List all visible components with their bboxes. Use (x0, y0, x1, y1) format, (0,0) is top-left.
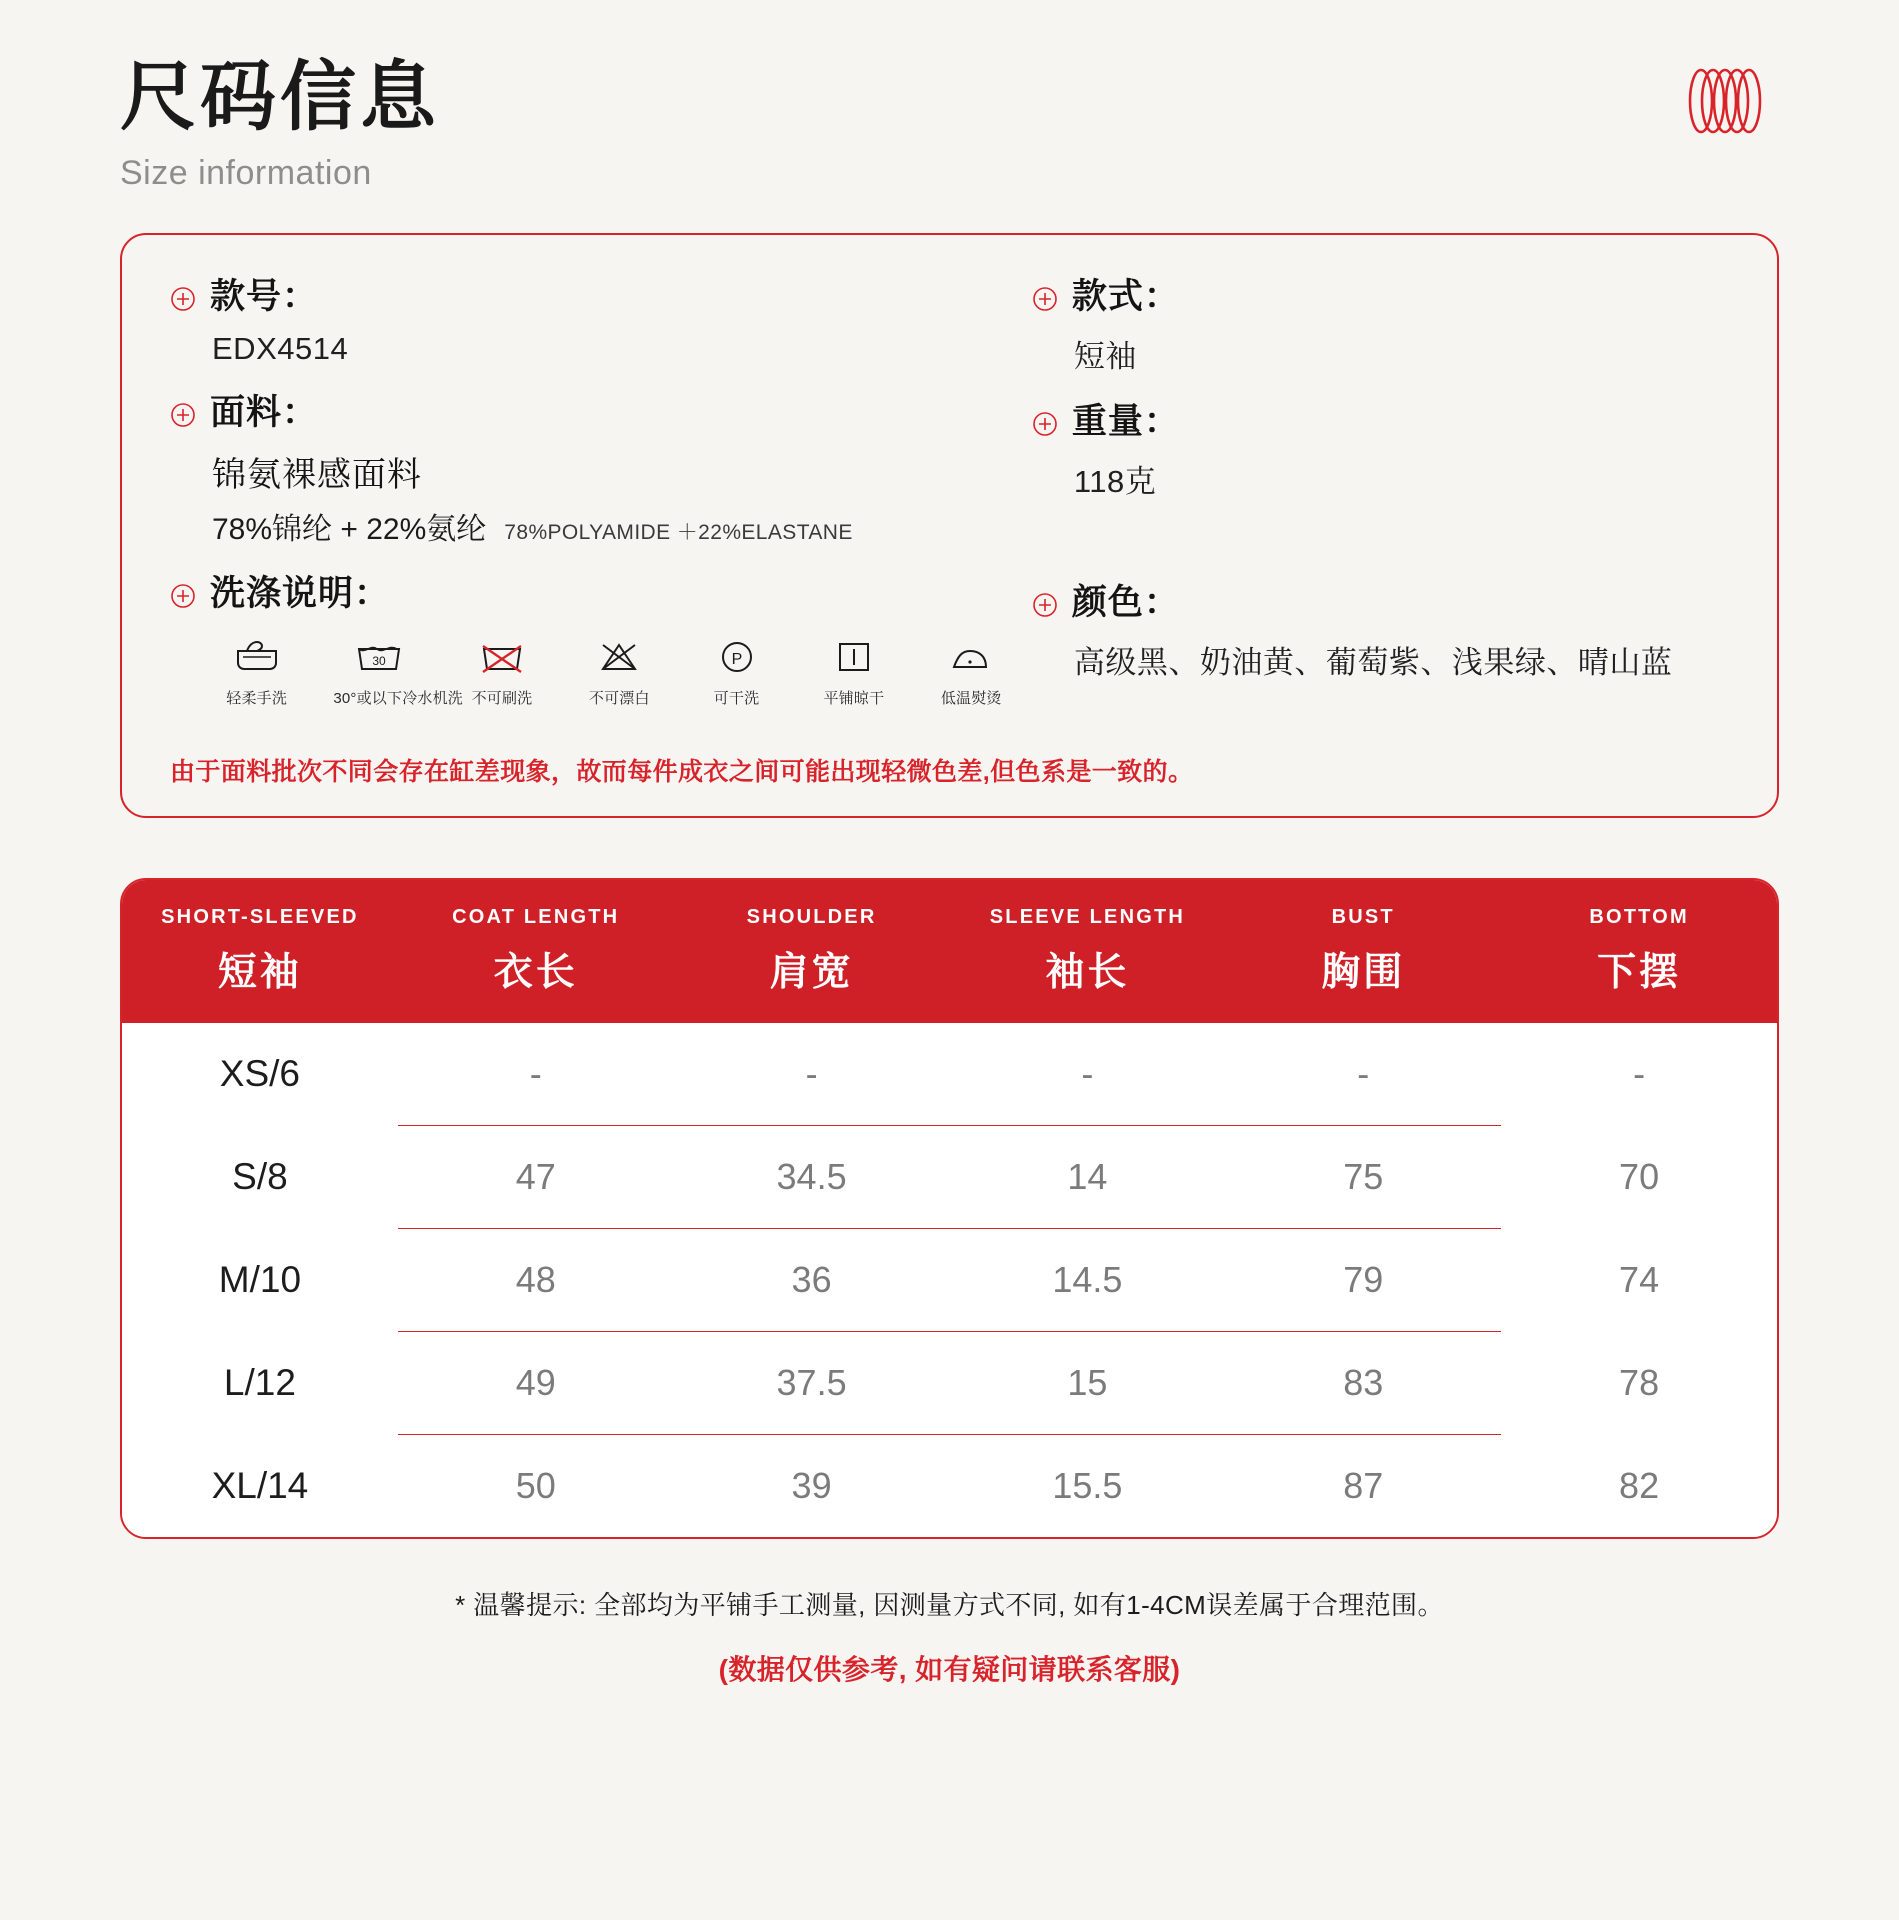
table-row (122, 1126, 1777, 1229)
wash-label: 洗涤说明： (210, 574, 391, 613)
cell-shoulder: 34.5 (674, 1126, 950, 1229)
header-en: BUST (1331, 906, 1395, 928)
cell-bottom: 78 (1501, 1332, 1777, 1435)
measurement-note: * 温馨提示: 全部均为平铺手工测量, 因测量方式不同, 如有1-4CM误差属于合理范围。 (455, 1590, 1444, 1620)
cell-coat-length: 48 (398, 1229, 674, 1332)
product-info-card (120, 233, 1779, 818)
cell-size: M/10 (122, 1229, 398, 1332)
color-label: 颜色： (1071, 583, 1180, 622)
cell-bust: 75 (1225, 1126, 1501, 1229)
table-row (122, 1332, 1777, 1435)
cell-coat-length: 50 (398, 1435, 674, 1538)
cell-bottom: 70 (1501, 1126, 1777, 1229)
size-table-head (122, 880, 1777, 1023)
plus-circle-icon (170, 281, 196, 307)
wash-caption: 不可刷洗 (471, 690, 533, 707)
brand-rings-logo (1679, 62, 1769, 140)
no-brush-wash-icon (461, 634, 542, 680)
cell-coat-length: 47 (398, 1126, 674, 1229)
low-iron-icon (931, 634, 1012, 680)
info-right-column (1012, 269, 1729, 726)
reference-note: (数据仅供参考, 如有疑问请联系客服) (718, 1654, 1181, 1685)
wash-caption: 低温熨烫 (940, 690, 1002, 707)
wash-icon-row (170, 634, 1012, 708)
header-cn: 肩宽 (769, 951, 854, 994)
wash-caption: 轻柔手洗 (226, 690, 288, 707)
table-header-size (122, 880, 398, 1023)
page-title: 尺码信息 (120, 55, 440, 140)
cell-sleeve-length: - (949, 1023, 1225, 1126)
wash-icon-low-iron (931, 634, 1012, 708)
cell-bust: 87 (1225, 1435, 1501, 1538)
cell-size: XL/14 (122, 1435, 398, 1538)
style-type-value: 短袖 (1073, 339, 1137, 374)
table-header-shoulder (674, 880, 950, 1023)
field-wash (170, 566, 1012, 708)
dry-clean-p-icon (696, 634, 777, 680)
wash-label-row (170, 566, 1012, 616)
cell-size: XS/6 (122, 1023, 398, 1126)
wash-icon-machine-wash-30 (333, 634, 463, 708)
cell-bottom: 82 (1501, 1435, 1777, 1538)
header-en: SHORT-SLEEVED (161, 906, 359, 928)
wash-caption: 30°或以下冷水机洗 (333, 690, 463, 707)
page-header (60, 0, 1839, 215)
fabric-label: 面料： (210, 393, 319, 432)
header-cn: 下摆 (1597, 951, 1682, 994)
cell-shoulder: 39 (674, 1435, 950, 1538)
hand-wash-icon (216, 634, 297, 680)
fabric-label-row (170, 385, 1012, 435)
header-cn: 短袖 (217, 951, 302, 994)
header-cn: 袖长 (1045, 951, 1130, 994)
table-row (122, 1435, 1777, 1538)
cell-coat-length: - (398, 1023, 674, 1126)
table-header-bottom (1501, 880, 1777, 1023)
color-difference-disclaimer: 由于面料批次不同会存在缸差现象，故而每件成衣之间可能出现轻微色差,但色系是一致的。 (170, 758, 1194, 786)
weight-label-row (1032, 394, 1729, 444)
wash-icon-hand-wash (216, 634, 297, 708)
no-bleach-icon (579, 634, 660, 680)
field-color (1032, 575, 1729, 682)
svg-text:30: 30 (372, 654, 386, 668)
wash-caption: 可干洗 (713, 690, 760, 707)
header-en: SLEEVE LENGTH (989, 906, 1186, 928)
header-en: SHOULDER (746, 906, 877, 928)
plus-circle-icon (170, 397, 196, 423)
cell-sleeve-length: 15.5 (949, 1435, 1225, 1538)
cell-bust: 79 (1225, 1229, 1501, 1332)
field-fabric (170, 385, 1012, 548)
weight-value: 118克 (1073, 464, 1157, 499)
size-table-body (122, 1023, 1777, 1537)
table-row (122, 1229, 1777, 1332)
cell-shoulder: 36 (674, 1229, 950, 1332)
cell-shoulder: - (674, 1023, 950, 1126)
color-label-row (1032, 575, 1729, 625)
cell-bust: 83 (1225, 1332, 1501, 1435)
cell-bust: - (1225, 1023, 1501, 1126)
cell-bottom: 74 (1501, 1229, 1777, 1332)
wash-icon-no-brush (461, 634, 542, 708)
table-header-sleeve-length (949, 880, 1225, 1023)
cell-bottom: - (1501, 1023, 1777, 1126)
table-row (122, 1023, 1777, 1126)
fabric-name: 锦氨裸感面料 (212, 456, 422, 494)
style-no-value: EDX4514 (212, 331, 349, 366)
cell-sleeve-length: 15 (949, 1332, 1225, 1435)
fabric-composition-cn: 78%锦纶 + 22%氨纶 (212, 513, 487, 546)
header-en: BOTTOM (1589, 906, 1689, 928)
size-table-container (120, 878, 1779, 1539)
style-no-label-row (170, 269, 1012, 319)
cell-sleeve-length: 14.5 (949, 1229, 1225, 1332)
cell-size: L/12 (122, 1332, 398, 1435)
field-weight (1032, 394, 1729, 501)
size-table-header-row (122, 880, 1777, 1023)
machine-wash-30-icon (333, 634, 425, 680)
plus-circle-icon (170, 578, 196, 604)
cell-sleeve-length: 14 (949, 1126, 1225, 1229)
wash-icon-no-bleach (579, 634, 660, 708)
plus-circle-icon (1032, 406, 1058, 432)
header-cn: 胸围 (1321, 951, 1406, 994)
page-subtitle: Size information (120, 153, 372, 192)
svg-text:P: P (731, 651, 742, 668)
cell-coat-length: 49 (398, 1332, 674, 1435)
wash-caption: 平铺晾干 (823, 690, 885, 707)
wash-icon-dry-clean (696, 634, 777, 708)
style-no-label: 款号： (210, 277, 319, 316)
fabric-composition (170, 504, 1012, 548)
color-value: 高级黑、奶油黄、葡萄紫、浅果绿、晴山蓝 (1073, 645, 1673, 680)
cell-size: S/8 (122, 1126, 398, 1229)
style-type-label-row (1032, 269, 1729, 319)
fabric-composition-en: 78%POLYAMIDE ＋22%ELASTANE (504, 521, 853, 544)
plus-circle-icon (1032, 587, 1058, 613)
header-en: COAT LENGTH (452, 906, 620, 928)
field-style-type (1032, 269, 1729, 376)
style-type-label: 款式： (1071, 277, 1180, 316)
field-style-no (170, 269, 1012, 367)
header-cn: 衣长 (493, 951, 578, 994)
table-header-bust (1225, 880, 1501, 1023)
table-header-coat-length (398, 880, 674, 1023)
info-left-column (170, 269, 1012, 726)
cell-shoulder: 37.5 (674, 1332, 950, 1435)
plus-circle-icon (1032, 281, 1058, 307)
weight-label: 重量： (1071, 402, 1180, 441)
wash-icon-flat-dry (813, 634, 894, 708)
flat-dry-icon (813, 634, 894, 680)
size-table (122, 880, 1777, 1537)
wash-caption: 不可漂白 (588, 690, 650, 707)
